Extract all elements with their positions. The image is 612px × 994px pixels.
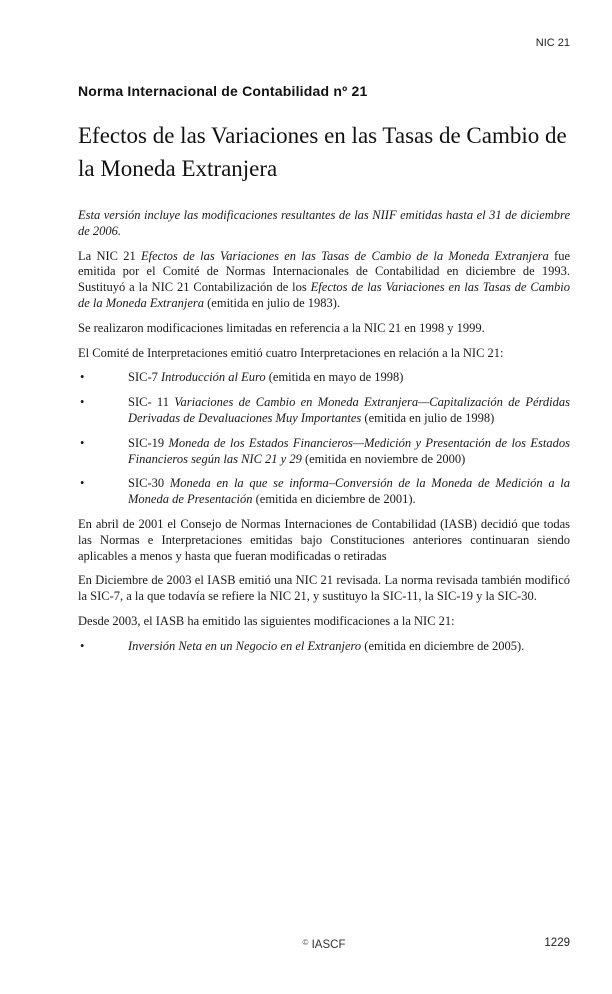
text-segment: En Diciembre de 2003 el IASB emitió una NIC 21 revisada. La norma revisada también modificó la SIC-7, a la que todavía se refiere la NIC 21, y sustituyo la SIC-11, la SIC-19 y la SIC-30. xyxy=(78,573,570,604)
text-segment: El Comité de Interpretaciones emitió cuatro Interpretaciones en relación a la NIC 21: xyxy=(78,345,504,360)
bullet-marker-icon: • xyxy=(80,435,85,450)
copyright-icon: © xyxy=(302,938,309,947)
bullet-item xyxy=(78,436,570,468)
text-segment: (emitida en julio de 1998) xyxy=(361,410,495,425)
bullet-item xyxy=(78,395,570,427)
text-segment: (emitida en noviembre de 2000) xyxy=(301,451,466,466)
text-segment: Inversión Neta en un Negocio en el Extranjero xyxy=(128,638,362,653)
paragraph xyxy=(78,249,570,312)
paragraph xyxy=(78,321,570,337)
page-number: 1229 xyxy=(544,937,570,949)
bullet-marker-icon: • xyxy=(80,370,85,385)
copyright-text: IASCF xyxy=(311,939,346,951)
text-segment: Desde 2003, el IASB ha emitido las siguientes modificaciones a la NIC 21: xyxy=(78,613,455,628)
text-segment: Efectos de las Variaciones en las Tasas de Cambio de la Moneda Extranjera xyxy=(78,280,570,310)
text-segment: SIC-7 xyxy=(128,370,161,385)
bullet-item xyxy=(78,370,570,386)
text-segment: Moneda de los Estados Financieros—Medición y Presentación de los Estados Financieros según las NIC 21 y 29 xyxy=(128,435,570,466)
text-segment: SIC- 11 xyxy=(128,395,175,410)
paragraph xyxy=(78,573,570,605)
doc-code-label: NIC 21 xyxy=(535,37,570,49)
bullet-marker-icon: • xyxy=(80,476,85,491)
text-segment: Esta versión incluye las modificaciones resultantes de las NIIF emitidas hasta el 31 de diciembre de 2006. xyxy=(78,208,570,238)
text-segment: (emitida en mayo de 1998) xyxy=(265,370,404,385)
text-segment: Se realizaron modificaciones limitadas en referencia a la NIC 21 en 1998 y 1999. xyxy=(78,320,485,335)
text-segment: Variaciones de Cambio en Moneda Extranjera—Capitalización de Pérdidas Derivadas de Devaluaciones Muy Importantes xyxy=(128,395,570,425)
paragraph xyxy=(78,614,570,630)
text-segment: La NIC 21 xyxy=(78,248,141,263)
bullet-marker-icon: • xyxy=(80,395,85,410)
page-content xyxy=(78,0,570,664)
text-segment: Introducción al Euro xyxy=(161,370,266,385)
copyright-line xyxy=(78,936,570,952)
body-text xyxy=(78,208,570,655)
bullet-marker-icon: • xyxy=(80,638,85,653)
paragraph xyxy=(78,346,570,362)
text-segment: SIC-19 xyxy=(128,435,169,450)
text-segment: fue emitida por el Comité de Normas Internacionales de Contabilidad en diciembre de 1993. Sustituyó a la NIC 21 Contabilización de los xyxy=(78,248,570,295)
text-segment: (emitida en diciembre de 2001). xyxy=(252,492,416,507)
page-title: Efectos de las Variaciones en las Tasas de Cambio de la Moneda Extranjera xyxy=(78,123,567,181)
bullet-item xyxy=(78,639,570,655)
text-segment: (emitida en julio de 1983). xyxy=(204,295,341,310)
text-segment: (emitida en diciembre de 2005). xyxy=(361,638,525,653)
text-segment: Moneda en la que se informa–Conversión de la Moneda de Medición a la Moneda de Presentación xyxy=(128,476,570,507)
text-segment: En abril de 2001 el Consejo de Normas Internaciones de Contabilidad (IASB) decidió que todas las Normas e Interpretaciones emitidas bajo Constituciones anteriores continuaran siendo aplicables a menos y hasta que fueran modificadas o retiradas xyxy=(78,516,570,563)
paragraph xyxy=(78,517,570,564)
page-footer xyxy=(78,936,570,952)
bullet-item xyxy=(78,476,570,508)
text-segment: SIC-30 xyxy=(128,476,170,491)
text-segment: Efectos de las Variaciones en las Tasas de Cambio de la Moneda Extranjera xyxy=(141,248,549,263)
standard-heading: Norma Internacional de Contabilidad nº 21 xyxy=(78,83,368,99)
paragraph xyxy=(78,208,570,240)
